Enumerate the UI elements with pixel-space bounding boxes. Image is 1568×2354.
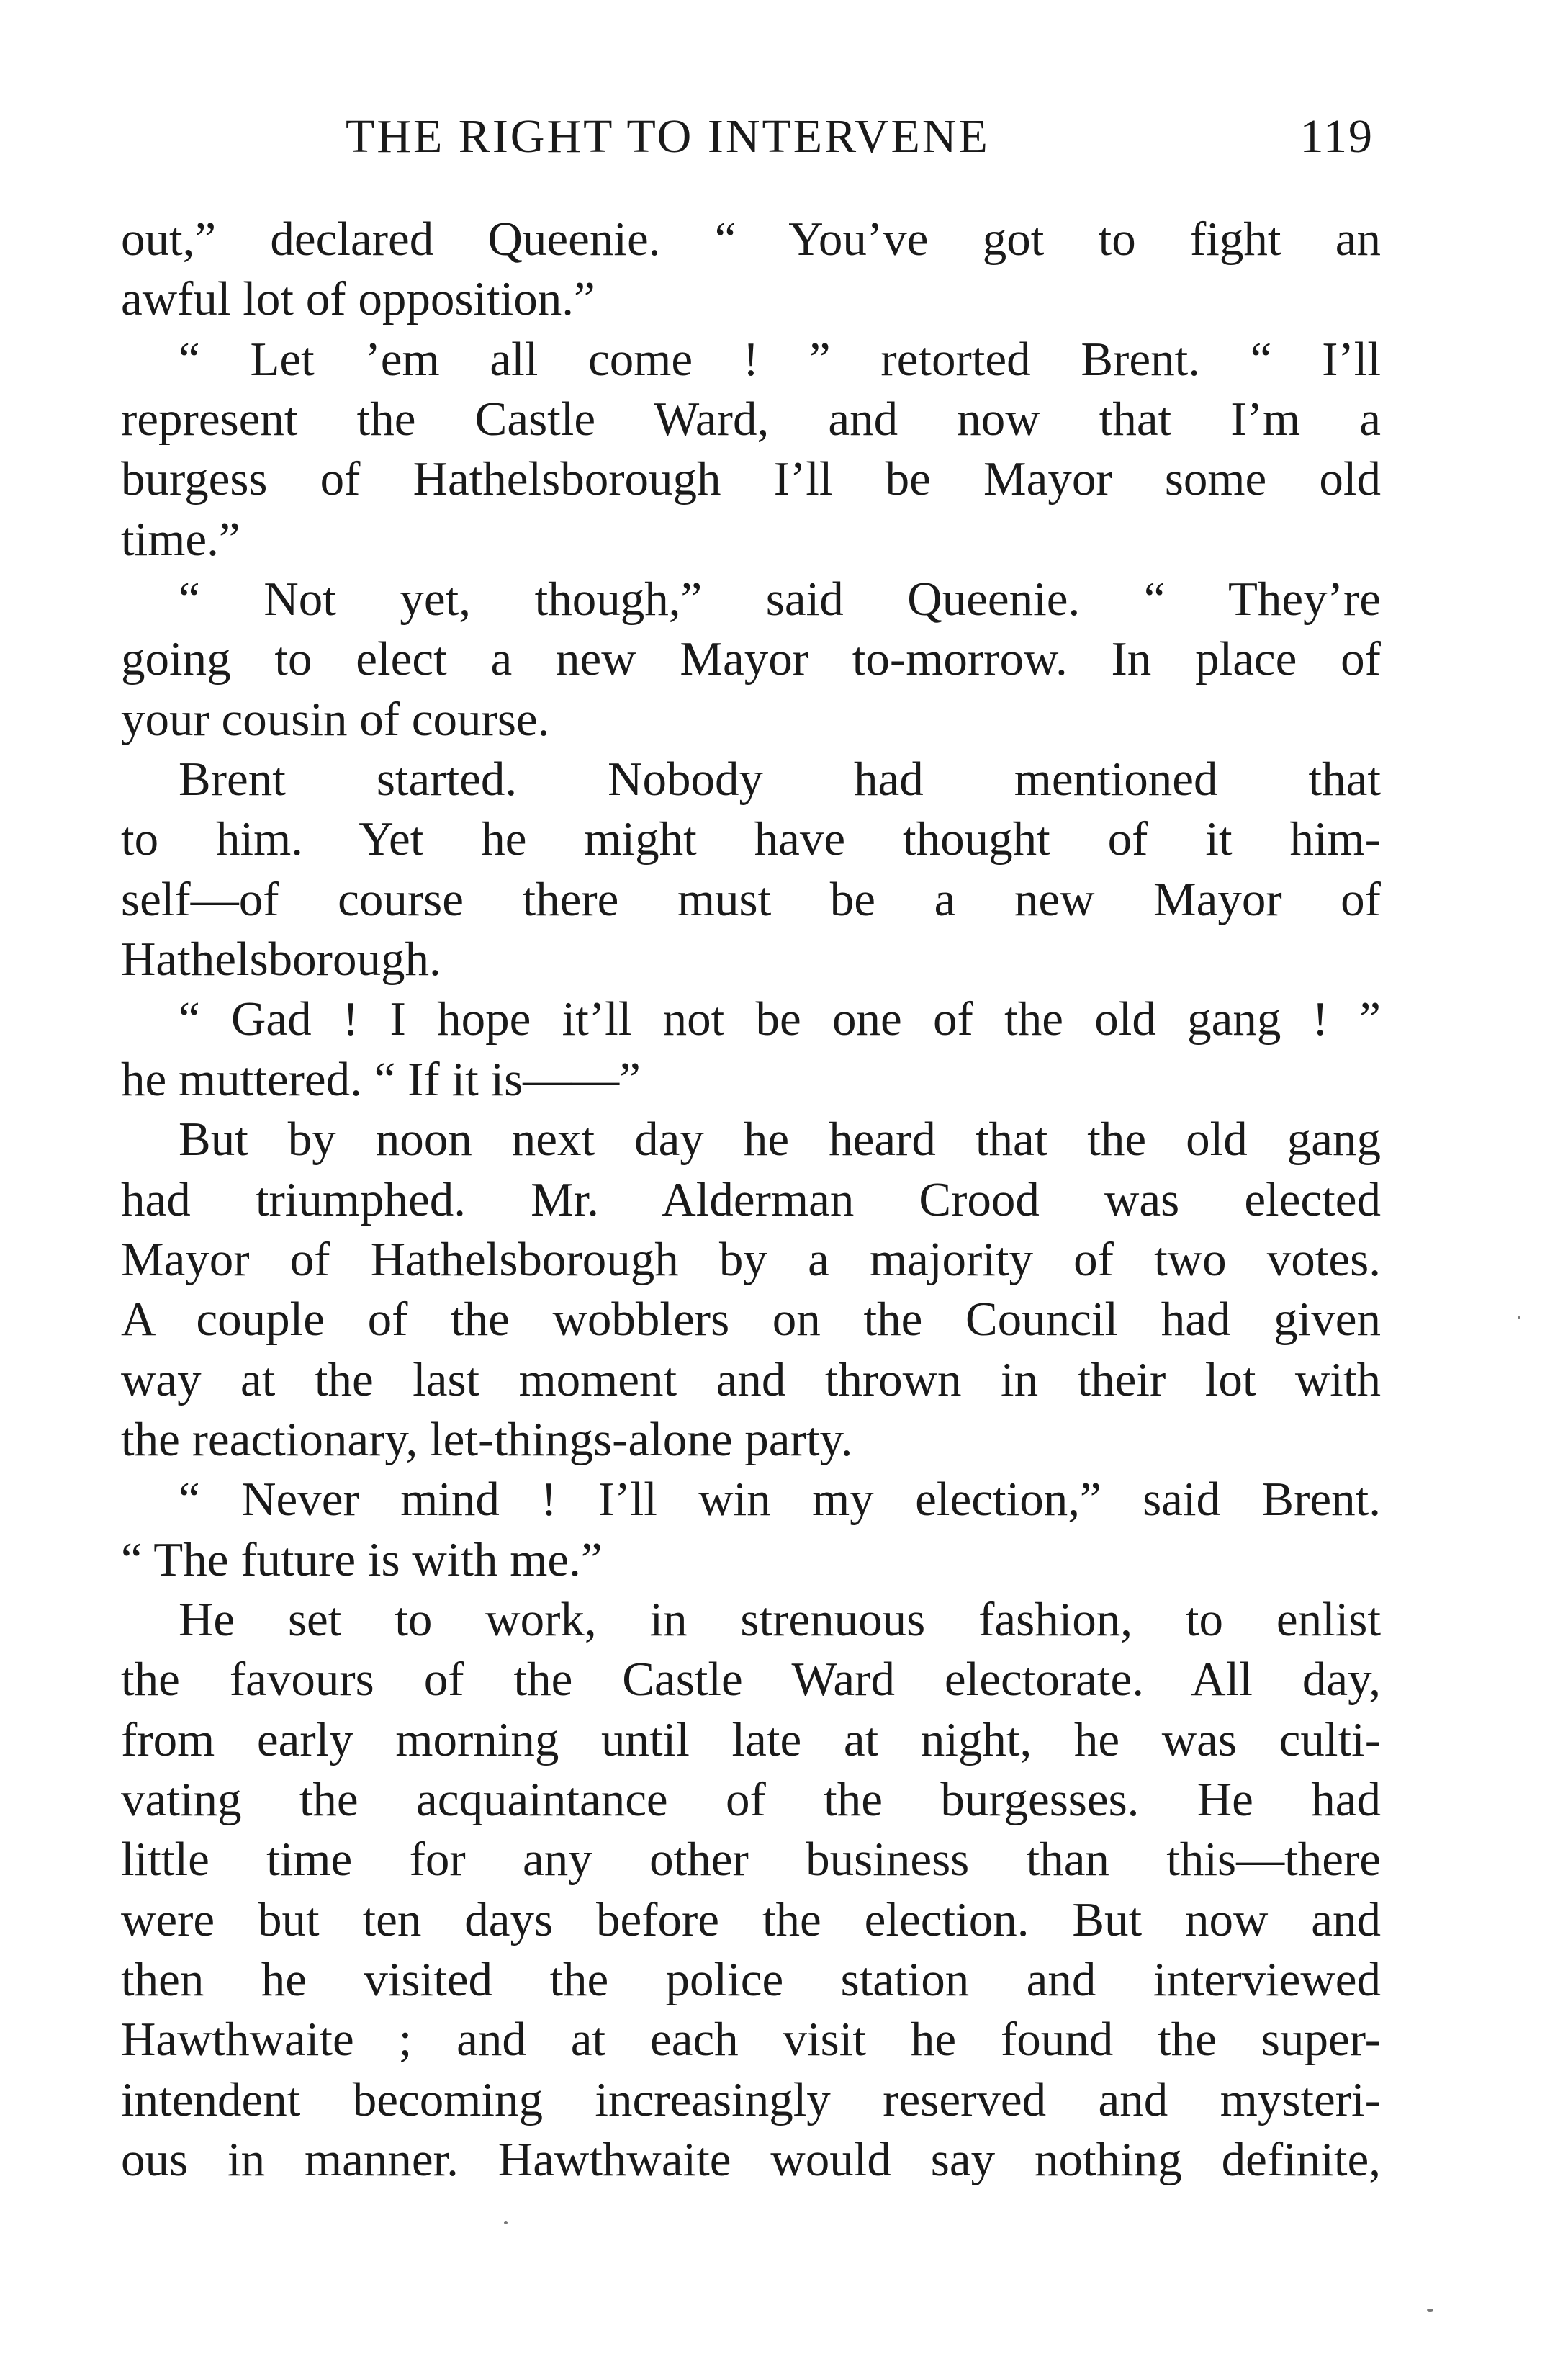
text-line: He set to work, in strenuous fashion, to enlist	[179, 1592, 1381, 1646]
text-line: Hathelsborough.	[121, 933, 441, 987]
text-line: “ Let ’em all come ! ” retorted Brent. “ I’ll	[179, 332, 1381, 386]
text-line: “ Never mind ! I’ll win my election,” said Brent.	[179, 1473, 1381, 1527]
text-line: your cousin of course.	[121, 692, 550, 746]
text-line: from early morning until late at night, he was culti-	[121, 1712, 1381, 1766]
text-line: “ Not yet, though,” said Queenie. “ They’re	[179, 572, 1381, 626]
text-line: the reactionary, let-things-alone party.	[121, 1412, 853, 1466]
body-text	[121, 210, 1381, 2190]
scan-speck	[1518, 1316, 1520, 1319]
text-line: little time for any other business than this—there	[121, 1833, 1381, 1887]
text-line: represent the Castle Ward, and now that I’m a	[121, 392, 1381, 446]
text-line: awful lot of opposition.”	[121, 272, 595, 326]
text-line: burgess of Hathelsborough I’ll be Mayor some old	[121, 452, 1381, 506]
text-line: Hawthwaite ; and at each visit he found the super-	[121, 2013, 1381, 2067]
text-line: “ Gad ! I hope it’ll not be one of the old gang ! ”	[179, 992, 1381, 1046]
page-number: 119	[1299, 110, 1374, 163]
scan-speck	[1427, 2309, 1433, 2312]
text-line: then he visited the police station and interviewed	[121, 1952, 1381, 2006]
text-line: were but ten days before the election. But now and	[121, 1892, 1381, 1946]
scan-speck	[504, 2221, 508, 2224]
running-header	[121, 108, 1381, 166]
text-line: intendent becoming increasingly reserved and mysteri-	[121, 2072, 1381, 2126]
text-line: Brent started. Nobody had mentioned that	[179, 753, 1381, 807]
text-line: way at the last moment and thrown in their lot with	[121, 1352, 1381, 1406]
text-line: time.”	[121, 512, 240, 566]
text-line: going to elect a new Mayor to-morrow. In place of	[121, 632, 1381, 686]
running-title: THE RIGHT TO INTERVENE	[346, 110, 990, 163]
text-line: the favours of the Castle Ward electorate. All day,	[121, 1653, 1381, 1707]
text-line: vating the acquaintance of the burgesses. He had	[121, 1772, 1381, 1826]
text-line: to him. Yet he might have thought of it him-	[121, 812, 1381, 866]
text-line: But by noon next day he heard that the old gang	[179, 1113, 1381, 1167]
text-line: A couple of the wobblers on the Council had given	[121, 1293, 1381, 1347]
text-line: had triumphed. Mr. Alderman Crood was elected	[121, 1172, 1381, 1226]
text-line: he muttered. “ If it is——”	[121, 1052, 641, 1106]
text-line: Mayor of Hathelsborough by a majority of two votes.	[121, 1232, 1381, 1286]
text-line: out,” declared Queenie. “ You’ve got to fight an	[121, 212, 1381, 266]
text-line: “ The future is with me.”	[121, 1532, 603, 1586]
text-line: self—of course there must be a new Mayor of	[121, 872, 1381, 926]
text-line: ous in manner. Hawthwaite would say nothing definite,	[121, 2133, 1381, 2186]
